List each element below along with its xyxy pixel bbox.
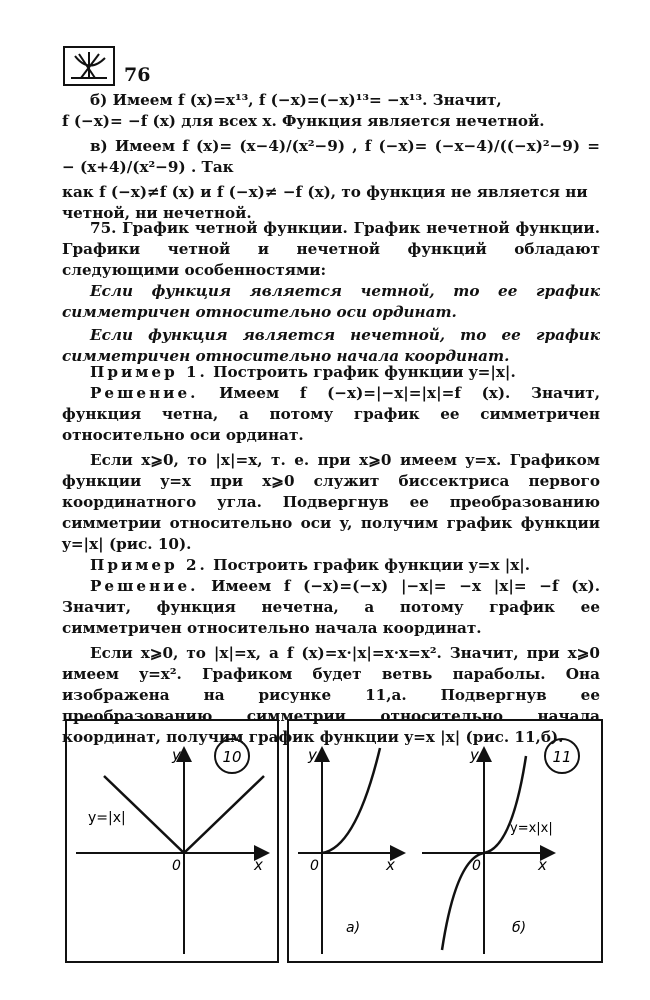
figure-11b-caption: б) (512, 920, 527, 936)
rule-even: Если функция является четной, то ее график симметричен относительно оси ординат. (62, 282, 600, 321)
rule-odd: Если функция является нечетной, то ее график симметричен относительно начала координат. (62, 326, 600, 365)
figure-11b-function-label: y=x|x| (510, 821, 553, 836)
section-intro: Графики четной и нечетной функций обладают следующими особенностями: (62, 240, 600, 279)
figure-11a-x-label: x (386, 856, 395, 874)
section-75 (62, 218, 600, 367)
figure-10 (66, 720, 278, 962)
example-2-label: Пример 2. (90, 556, 208, 574)
section-title: 75. График четной функции. График нечетной функции. (90, 219, 600, 237)
paragraph-if-1: Если x⩾0, то |x|=x, т. е. при x⩾0 имеем y=x. Графиком функции y=x при x⩾0 служит биссектриса первого координатного угла. Подвергнув ее преобразованию симметрии относительно оси y, получим график функции y=|x| (рис. 10). (62, 451, 600, 553)
figure-11 (288, 720, 602, 962)
solution-1-label: Решение. (90, 384, 199, 402)
figure-11a-origin: 0 (310, 858, 319, 874)
figure-10-y-label: y (172, 746, 181, 764)
solution-2-text: Имеем f (−x)=(−x) |−x|= −x |x|= −f (x). Значит, функция нечетна, а потому график ее симметричен относительно начала координат. (62, 577, 600, 637)
figure-11b-origin: 0 (472, 858, 481, 874)
figure-11a-y-label: y (308, 746, 317, 764)
figures-10-11 (64, 718, 604, 968)
line-v2: как f (−x)≠f (x) и f (−x)≠ −f (x), то функция не является ни (62, 183, 588, 201)
figure-11a-caption: а) (346, 920, 361, 936)
line-v3: четной, ни нечетной. (62, 204, 252, 222)
figure-10-function-label: y=|x| (88, 810, 126, 826)
example-1 (62, 362, 600, 748)
solution-1-text: Имеем f (−x)=|−x|=|x|=f (x). Значит, функция четна, а потому график ее симметричен относительно оси ординат. (62, 384, 600, 444)
figure-10-origin: 0 (172, 858, 181, 874)
line-v1: в) Имеем f (x)= (x−4)/(x²−9) , f (−x)= (−x−4)/((−x)²−9) = − (x+4)/(x²−9) . Так (62, 137, 600, 176)
example-2-text: Построить график функции y=x |x|. (207, 556, 531, 574)
paragraph-if-2: Если x⩾0, то |x|=x, а f (x)=x·|x|=x·x=x². Значит, при x⩾0 имеем y=x². Графиком будет ветвь параболы. Она изображена на рисунке 11,а. Подвергнув ее преобразованию симметрии относительно начала координат, получим график функции y=x |x| (рис. 11,б). (62, 644, 600, 746)
figure-10-number: 10 (222, 748, 242, 766)
solution-2-label: Решение. (90, 577, 199, 595)
book-logo-icon (63, 46, 115, 86)
figure-11b-y-label: y (470, 746, 479, 764)
line-b2: f (−x)= −f (x) для всех x. Функция является нечетной. (62, 112, 545, 130)
line-b1: б) Имеем f (x)=x¹³, f (−x)=(−x)¹³= −x¹³. Значит, (90, 91, 502, 109)
example-v (62, 136, 600, 224)
example-1-text: Построить график функции y=|x|. (207, 363, 516, 381)
example-b (62, 90, 600, 132)
figure-11-number: 11 (552, 748, 572, 766)
example-1-label: Пример 1. (90, 363, 208, 381)
figure-11a-graph (322, 748, 380, 853)
figure-11b-x-label: x (538, 856, 547, 874)
figure-10-x-label: x (254, 856, 263, 874)
page-number: 76 (124, 64, 151, 86)
